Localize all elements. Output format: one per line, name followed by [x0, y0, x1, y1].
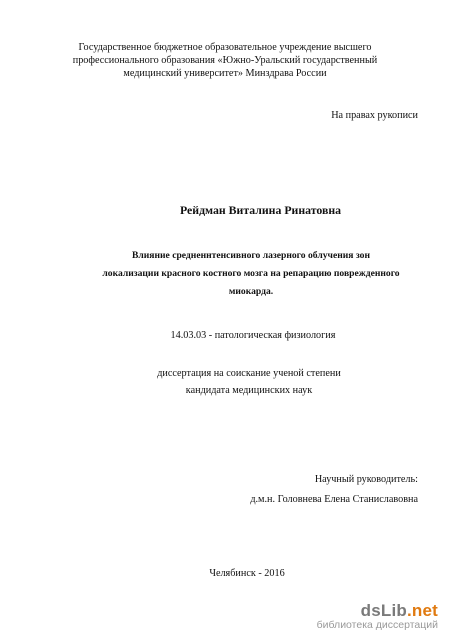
- degree-line-2: кандидата медицинских наук: [185, 385, 313, 396]
- institution-line-3: медицинский университет» Минздрава России: [123, 68, 327, 79]
- degree-line-1: диссертация на соискание ученой степени: [157, 368, 341, 379]
- dslib-logo: [317, 601, 438, 621]
- specialty-code: 14.03.03 - патологическая физиология: [170, 330, 336, 341]
- watermark-subtitle: библиотека диссертаций: [316, 619, 438, 631]
- logo-part-ds: dsLib: [360, 601, 407, 620]
- rights-note: На правах рукописи: [331, 110, 418, 121]
- title-line-1: Влияние средненнтенсивного лазерного облучения зон: [132, 250, 370, 261]
- dslib-watermark[interactable]: [317, 601, 438, 631]
- supervisor-name: д.м.н. Головнева Елена Станиславовна: [250, 494, 418, 505]
- title-line-3: миокарда.: [228, 286, 274, 297]
- author-name: Рейдман Виталина Ринатовна: [180, 203, 342, 217]
- place-year: Челябинск - 2016: [209, 568, 285, 579]
- institution-line-1: Государственное бюджетное образовательное учреждение высшего: [78, 42, 372, 53]
- logo-part-net: .net: [406, 601, 438, 620]
- supervisor-label: Научный руководитель:: [314, 474, 418, 485]
- title-line-2: локализации красного костного мозга на репарацию поврежденного: [102, 268, 400, 279]
- institution-line-2: профессионального образования «Южно-Уральский государственный: [72, 55, 378, 66]
